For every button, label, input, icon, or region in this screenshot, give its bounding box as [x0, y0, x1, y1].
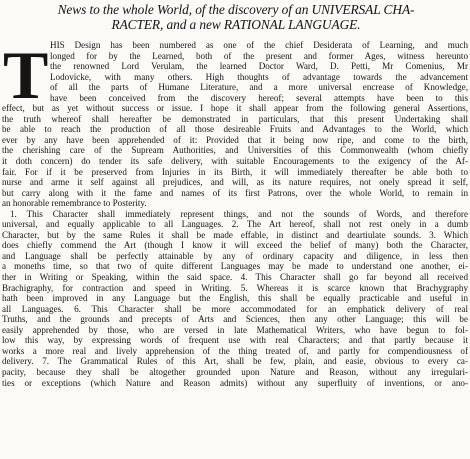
- text-line: it doth concern) do tender its safe delivery, with suitable Encouragements to the exigency of the Af-: [2, 156, 468, 167]
- text-line: longed for by the Learned, both of the present and former Ages, witness hereunto: [50, 50, 468, 61]
- text-line: fair. For if it be preserved from Injuries in its Birth, it will immediately thereafter be able both to: [2, 166, 468, 177]
- text-line: effect, but as yet without success or issue. I hope it shall appear from the following general Assertions,: [2, 103, 468, 114]
- text-line: and Language shall be perfectly attainable by any of ordinary capacity and diligence, in less then: [2, 250, 468, 261]
- text-line: nurse and arme it self against all prejudices, and will, as its nature requires, not onely spread it self,: [2, 177, 468, 188]
- text-line: delivery. 7. The Grammatical Rules of this Art, shall be few, plain, and easie, obvious to every ca-: [2, 356, 468, 367]
- text-line: have been conceived from the discovery hereof; several attempts have been to this: [50, 92, 468, 103]
- text-line: the renowned Lord Verulam, the learned Doctor Ward, D. Petti, Mr Comenius, Mr: [50, 61, 468, 72]
- title-line: News to the whole World, of the discovery of an UNIVERSAL CHA-: [57, 2, 415, 17]
- text-line: all Languages. 6. This Character shall be more accommodated for an emphatick delivery of real: [2, 303, 468, 314]
- text-line: 1. This Character shall immediately represent things, and not the sounds of Words, and therefore: [10, 208, 468, 219]
- text-line: universal, and equally applicable to all Languages. 2. The Art hereof, shall not rest onely in a dumb: [2, 219, 468, 230]
- text-line: does chiefly commend the Art (though I know it will exceed the belief of many) both the Character,: [2, 240, 468, 251]
- text-line: ties or exceptions (which Nature and Reason admits) without any superfluity of inventions, or ano-: [2, 377, 468, 388]
- text-line: the truth whereof shall hereafter be demonstrated in particulars, that this present Undertaking shall: [2, 113, 468, 124]
- text-line: but carry along with it the fame and names of its first Patrons, over the whole World, to remain in: [2, 187, 468, 198]
- text-line: of all the parts of Humane Literature, and a more universal encrease of Knowledge,: [50, 82, 468, 93]
- text-line: Character, but by the same Rules it shall be made effable, in distinct and deartiulate sounds. 3. Which: [2, 229, 468, 240]
- body-text: [2, 37, 468, 388]
- text-line: HIS Design has been numbered as one of the chief Desiderata of Learning, and much: [50, 40, 468, 50]
- text-line: Brachigraphy, for contraction and speed in Writing. 5. Whereas it is scarce known that Brachygraphy: [2, 282, 468, 293]
- text-line: works a more real and lively apprehension of the thing treated of, and partly for compendiousness of: [2, 345, 468, 356]
- page-title: [6, 2, 466, 32]
- text-line: the cherishing care of the Supream Authorities, and Universities of this Commonwealth (whom chiefly: [2, 145, 468, 156]
- text-line: pacity, because they shall be altogether grounded upon Nature and Reason, without any irregulari-: [2, 366, 468, 377]
- drop-cap: T: [3, 37, 49, 113]
- text-line: be able to reach the production of all those desireable Fruits and Advantages to the World, which: [2, 124, 468, 135]
- text-line: a moneths time, so that two of quite different Languages may be made to understand one another, ei-: [2, 261, 468, 272]
- text-line: Truths, and the grounds and precepts of Arts and Sciences, then any other Language; this will be: [2, 314, 468, 325]
- text-line: low this way, by expressing words of frequent use with real Characters; and that partly because it: [2, 335, 468, 346]
- text-line: hath been improved in any Language but the English, this shall be equally practicable and useful in: [2, 293, 468, 304]
- text-line: Lodovicke, with many others. High thoughts of advantage towards the advancement: [50, 71, 468, 82]
- text-line: an honorable remembrance to Posterity.: [2, 198, 147, 209]
- title-line: RACTER, and a new RATIONAL LANGUAGE.: [111, 17, 361, 32]
- text-line: easily apprehended by those, who are versed in late Mathematical Writers, who have begun to fol-: [2, 324, 468, 335]
- text-line: ther in Writing or Speaking, within the said space. 4. This Character shall go far beyond all received: [2, 272, 468, 283]
- text-line: ever by any have been apprehended of it: Provided that it being now ripe, and come to the birth,: [2, 134, 468, 145]
